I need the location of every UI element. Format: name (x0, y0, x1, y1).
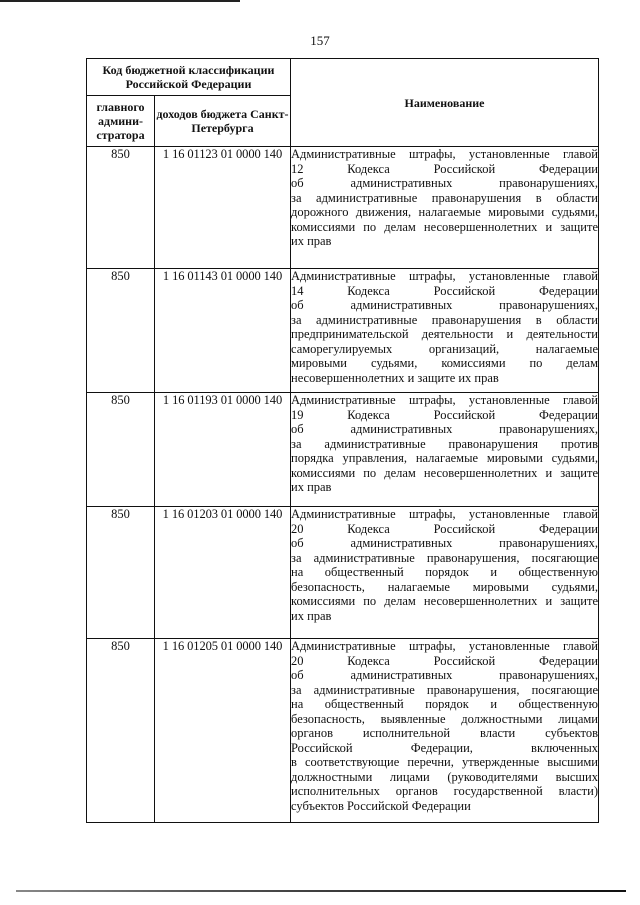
name-text-line: дорожного движения, налагаемые мировыми судьями, (291, 205, 598, 219)
name-text-line: безопасность, налагаемые мировыми судьями, (291, 579, 598, 594)
cell-income-code: 1 16 01143 01 0000 140 (155, 269, 291, 393)
cell-admin-code: 850 (87, 639, 155, 823)
table-row (87, 269, 599, 393)
cell-income-code: 1 16 01123 01 0000 140 (155, 147, 291, 269)
table-body (87, 147, 599, 823)
name-text-line: об административных правонарушениях, (291, 298, 598, 312)
name-text-line: саморегулируемых организаций, налагаемые (291, 341, 598, 356)
name-text-line: за административные правонарушения, посягающие (291, 550, 598, 565)
name-text-line: в соответствующие перечни, утвержденные высшими (291, 755, 598, 769)
name-text-line: за административные правонарушения против (291, 436, 598, 451)
cell-name (291, 639, 599, 823)
name-text-line: Административные штрафы, установленные главой (291, 639, 598, 653)
name-text-line: безопасность, выявленные должностными лицами (291, 711, 598, 726)
name-text-line: об административных правонарушениях, (291, 536, 598, 550)
scan-artifact-bottom-line (16, 890, 626, 892)
name-text-line: 14 Кодекса Российской Федерации (291, 283, 598, 298)
name-text-line: об административных правонарушениях, (291, 668, 598, 682)
cell-income-code: 1 16 01203 01 0000 140 (155, 507, 291, 639)
scan-artifact-top-line (0, 0, 240, 2)
cell-name (291, 269, 599, 393)
header-name: Наименование (291, 59, 599, 147)
header-income: доходов бюджета Санкт-Петербурга (155, 96, 291, 147)
name-text-line: 19 Кодекса Российской Федерации (291, 407, 598, 422)
name-text-line: их прав (291, 234, 332, 248)
cell-admin-code: 850 (87, 269, 155, 393)
table-row (87, 393, 599, 507)
cell-admin-code: 850 (87, 147, 155, 269)
name-text-line: 20 Кодекса Российской Федерации (291, 653, 598, 668)
name-text-line: на общественный порядок и общественную (291, 697, 598, 711)
name-text-line: об административных правонарушениях, (291, 176, 598, 190)
name-text-line: Административные штрафы, установленные главой (291, 393, 598, 407)
name-text-line: исполнительных органов государственной власти) (291, 784, 598, 798)
name-text-line: 12 Кодекса Российской Федерации (291, 161, 598, 176)
name-text-line: 20 Кодекса Российской Федерации (291, 521, 598, 536)
header-admin: главного админи-стратора (87, 96, 155, 147)
header-code-group: Код бюджетной классификации Российской Федерации (87, 59, 291, 96)
budget-classification-table (86, 58, 599, 823)
table-row (87, 507, 599, 639)
cell-income-code: 1 16 01205 01 0000 140 (155, 639, 291, 823)
name-text-line: за административные правонарушения, посягающие (291, 682, 598, 697)
name-text-line: комиссиями по делам несовершеннолетних и защите (291, 594, 598, 608)
table-row (87, 147, 599, 269)
name-text-line: предпринимательской деятельности и деятельности (291, 327, 598, 341)
name-text-line: Административные штрафы, установленные главой (291, 269, 598, 283)
name-text-line: субъектов Российской Федерации (291, 798, 471, 813)
name-text-line: их прав (291, 608, 332, 623)
name-text-line: за административные правонарушения в области (291, 190, 598, 205)
cell-income-code: 1 16 01193 01 0000 140 (155, 393, 291, 507)
name-text-line: Административные штрафы, установленные главой (291, 147, 598, 161)
name-text-line: комиссиями по делам несовершеннолетних и защите (291, 465, 598, 480)
name-text-line: порядка управления, налагаемые мировыми судьями, (291, 451, 598, 465)
cell-name (291, 393, 599, 507)
name-text-line: их прав (291, 480, 332, 494)
cell-admin-code: 850 (87, 393, 155, 507)
name-text-line: за административные правонарушения в области (291, 312, 598, 327)
cell-name (291, 507, 599, 639)
name-text-line: Административные штрафы, установленные главой (291, 507, 598, 521)
name-text-line: мировыми судьями, комиссиями по делам (291, 356, 598, 370)
name-text-line: несовершеннолетних и защите их прав (291, 370, 499, 385)
cell-name (291, 147, 599, 269)
name-text-line: об административных правонарушениях, (291, 422, 598, 436)
name-text-line: на общественный порядок и общественную (291, 565, 598, 579)
cell-admin-code: 850 (87, 507, 155, 639)
page-number: 157 (310, 33, 330, 48)
name-text-line: должностными лицами (руководителями высших (291, 769, 598, 784)
table-row (87, 639, 599, 823)
name-text-line: органов исполнительной власти субъектов (291, 726, 598, 740)
name-text-line: Российской Федерации, включенных (291, 740, 598, 755)
name-text-line: комиссиями по делам несовершеннолетних и защите (291, 219, 598, 234)
